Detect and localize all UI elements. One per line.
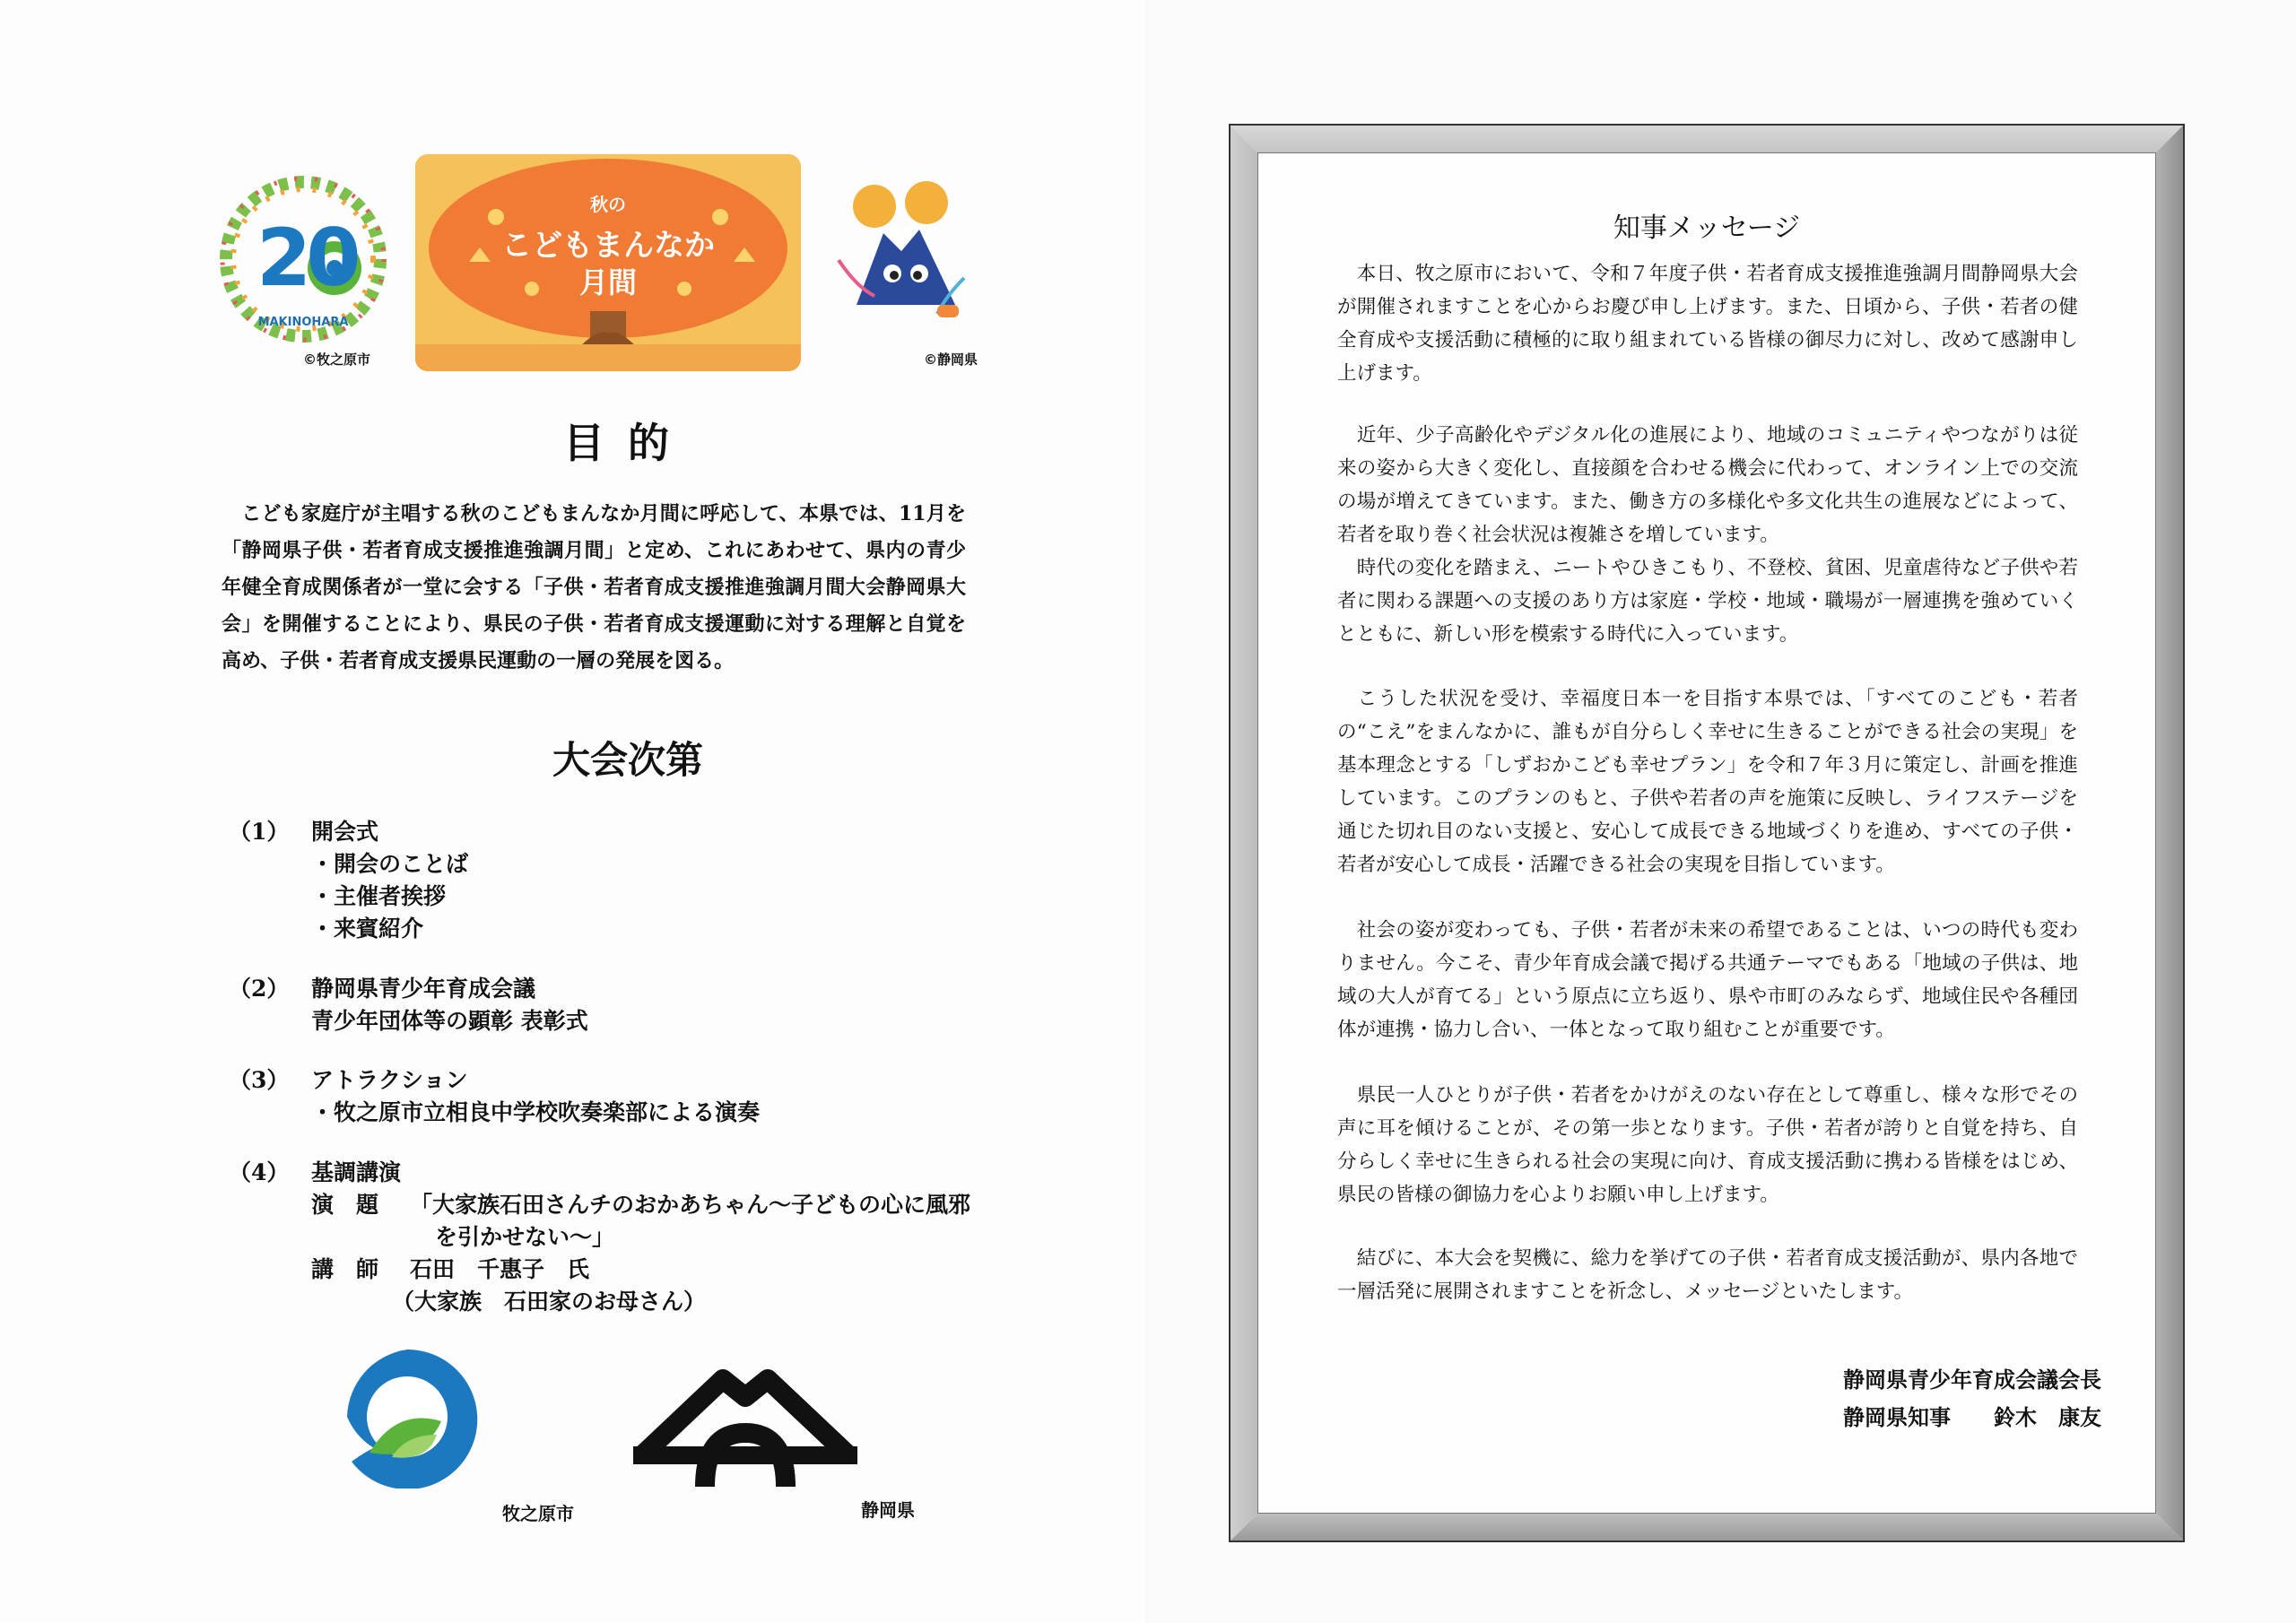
makinohara-city-label: 牧之原市: [502, 1503, 574, 1524]
program-sub-item: ・開会のことば: [311, 851, 469, 877]
frame-bevel-top: [1231, 126, 2183, 152]
banner-line2: こどもまんなか: [501, 228, 715, 264]
program-heading: 大会次第: [552, 738, 703, 782]
mascot-icon: [821, 170, 991, 350]
message-frame: [1229, 124, 2185, 1542]
anniv-number: 20: [257, 212, 356, 304]
lecture-title-cont: を引かせない～」: [435, 1224, 615, 1250]
program-item-title: アトラクション: [311, 1067, 468, 1093]
lecture-title: 「大家族石田さんチのおかあちゃん～子どもの心に風邪: [410, 1192, 971, 1218]
lecture-title-row: [311, 1189, 1029, 1221]
frame-bevel-left: [1231, 126, 1257, 1541]
program-item-title: 基調講演: [311, 1159, 402, 1185]
program-item-title: 開会式: [311, 819, 379, 845]
makinohara-logo-caption: ©牧之原市: [303, 352, 371, 368]
makinohara-emblem-icon: [334, 1345, 482, 1488]
frame-bevel-right: [2156, 126, 2183, 1541]
message-paragraph: 県民一人ひとりが子供・若者をかけがえのない存在として尊重し、様々な形でその声に耳を傾けることが、その第一歩となります。子供・若者が誇りと自覚を持ち、自分らしく幸せに生きられる社会の実現に向け、育成支援活動に携わる皆様をはじめ、県民の皆様の御協力を心よりお願い申し上げます。: [1337, 1084, 2078, 1206]
lecture-speaker-note-row: [311, 1286, 1029, 1318]
message-paragraph: 本日、牧之原市において、令和７年度子供・若者育成支援推進強調月間静岡県大会が開催されますことを心からお慶び申し上げます。また、日頃から、子供・若者の健全育成や支援活動に積極的に取り組まれている皆様の御尽力に対し、改めて感謝申し上げます。: [1337, 263, 2078, 385]
right-page: [1148, 0, 2296, 1623]
shizuoka-mascot-logo: [821, 170, 991, 350]
program-sub-item: ・来賓紹介: [311, 916, 424, 942]
program-item-number: （2）: [229, 976, 290, 1002]
signature-title: 静岡県青少年育成会議会長: [1843, 1367, 2101, 1393]
program-item-number: （1）: [229, 819, 290, 845]
anniv-ring-text: MAKINOHARA: [257, 316, 349, 329]
message-paragraph: 社会の姿が変わっても、子供・若者が未来の希望であることは、いつの時代も変わりません。今こそ、青少年育成会議で掲げる共通テーマでもある「地域の子供は、地域の大人が育てる」という原点に立ち返り、県や市町のみならず、地域住民や各種団体が連携・協力し合い、一体となって取り組むことが重要です。: [1337, 919, 2078, 1041]
banner-line1: 秋の: [590, 194, 626, 215]
purpose-heading: 目的: [563, 419, 692, 467]
kodomo-mannaka-banner: [415, 154, 801, 371]
message-content: [1257, 152, 2156, 1514]
makinohara-city-logo: [334, 1345, 482, 1488]
program-item-number: （3）: [229, 1067, 290, 1093]
lecture-speaker: 石田 千惠子 氏: [410, 1256, 590, 1282]
lecture-title-label: 演 題: [311, 1192, 379, 1218]
purpose-text: こども家庭庁が主唱する秋のこどもまんなか月間に呼応して、本県では、11月を「静岡県子供・若者育成支援推進強調月間」と定め、これにあわせて、県内の青少年健全育成関係者が一堂に会する「子供・若者育成支援推進強調月間大会静岡県大会」を開催することにより、県民の子供・若者育成支援運動に対する理解と自覚を高め、子供・若者育成支援県民運動の一層の発展を図る。: [222, 502, 966, 673]
shizuoka-emblem-icon: [633, 1361, 857, 1496]
frame-bevel-bottom: [1231, 1514, 2183, 1541]
program-item-title: 静岡県青少年育成会議: [311, 976, 536, 1002]
message-paragraph: こうした状況を受け、幸福度日本一を目指す本県では、「すべてのこども・若者の“こえ”をまんなかに、誰もが自分らしく幸せに生きることができる社会の実現」を基本理念とする「しずおかこども幸せプラン」を令和７年３月に策定し、計画を推進しています。このプランのもと、子供や若者の声を施策に反映し、ライフステージを通じた切れ目のない支援と、安心して成長できる地域づくりを進め、すべての子供・若者が安心して成長・活躍できる社会の実現を目指しています。: [1337, 688, 2078, 876]
message-paragraph: 結びに、本大会を契機に、総力を挙げての子供・若者育成支援活動が、県内各地で一層活発に展開されますことを祈念し、メッセージといたします。: [1337, 1247, 2078, 1303]
message-title: 知事メッセージ: [1613, 213, 1801, 244]
lecture-speaker-note: （大家族 石田家のお母さん）: [392, 1289, 707, 1315]
program-item-number: （4）: [229, 1159, 290, 1185]
signature-name: 静岡県知事 鈴木 康友: [1843, 1404, 2101, 1430]
lecture-speaker-label: 講 師: [311, 1256, 379, 1282]
lecture-speaker-row: [311, 1254, 1029, 1286]
banner-line3: 月間: [578, 265, 637, 299]
program-sub-item: ・主催者挨拶: [311, 883, 447, 909]
message-paragraph: 時代の変化を踏まえ、ニートやひきこもり、不登校、貧困、児童虐待など子供や若者に関わる課題への支援のあり方は家庭・学校・地域・職場が一層連携を強めていくとともに、新しい形を模索する時代に入っています。: [1337, 557, 2078, 646]
program-sub-item: ・牧之原市立相良中学校吹奏楽部による演奏: [311, 1099, 761, 1125]
lecture-title-row-2: [311, 1221, 1029, 1254]
shizuoka-mascot-caption: ©静岡県: [924, 352, 978, 368]
shizuoka-pref-logo: [633, 1361, 857, 1496]
program-sub-item: 青少年団体等の顕彰 表彰式: [311, 1008, 588, 1034]
makinohara-20th-logo: [213, 174, 393, 353]
shizuoka-pref-label: 静岡県: [861, 1499, 915, 1521]
message-paragraph: 近年、少子高齢化やデジタル化の進展により、地域のコミュニティやつながりは従来の姿から大きく変化し、直接顔を合わせる機会に代わって、オンライン上での交流の場が増えてきています。また、働き方の多様化や多文化共生の進展などによって、若者を取り巻く社会状況は複雑さを増しています。: [1337, 424, 2078, 546]
